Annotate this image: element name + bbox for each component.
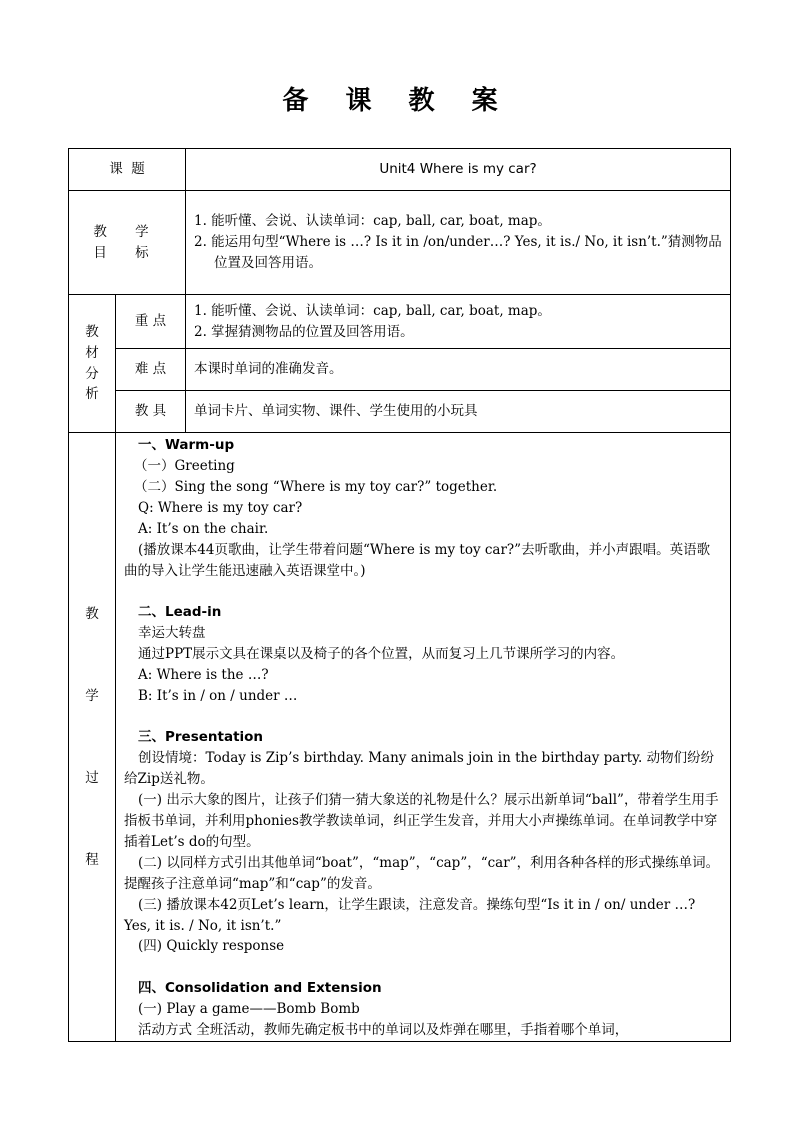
goals-label-line1: 教 学: [93, 223, 161, 240]
presentation-paragraph: 创设情境：Today is Zip’s birthday. Many animals join in the birthday party. 动物们纷纷给Zip送礼物。: [124, 750, 715, 788]
goals-content: [186, 191, 731, 295]
presentation-paragraph: (三) 播放课本42页Let’s learn，让学生跟读，注意发音。操练句型“Is it in / on/ under …? Yes, it is. / No, it isn’t.”: [124, 896, 696, 934]
presentation-paragraph: (一) 出示大象的图片，让孩子们猜一猜大象送的礼物是什么？展示出新单词“ball”，带着学生用手指板书单词，并利用phonies教学教读单词，纠正学生发音，并用大小声操练单词。在单词教学中穿插着Let’s do的句型。: [124, 792, 719, 850]
leadin-line: 通过PPT展示文具在课桌以及椅子的各个位置，从而复习上几节课所学习的内容。: [138, 645, 625, 662]
consolidation-line: 活动方式 全班活动，教师先确定板书中的单词以及炸弹在哪里，手指着哪个单词，: [138, 1021, 629, 1038]
warmup-note: (播放课本44页歌曲，让学生带着问题“Where is my toy car?”去听歌曲，并小声跟唱。英语歌曲的导入让学生能迅速融入英语课堂中。): [124, 541, 711, 579]
spacer: [124, 957, 722, 978]
leadin-line: B: It’s in / on / under …: [138, 687, 298, 704]
presentation-paragraph: (四) Quickly response: [138, 938, 285, 955]
spacer: [124, 707, 722, 728]
process-row: [69, 433, 731, 1042]
page-title: 备 课 教 案: [282, 86, 512, 116]
analysis-label-char: 材: [85, 344, 99, 361]
aids-row: [69, 391, 731, 433]
process-label-char: 程: [85, 851, 99, 868]
leadin-heading: 二、Lead-in: [138, 604, 222, 621]
key-point-item: 2. 掌握猜测物品的位置及回答用语。: [194, 323, 414, 340]
analysis-label-char: 分: [85, 365, 99, 382]
spacer: [124, 581, 722, 602]
difficulties-content: 本课时单词的准确发音。: [186, 349, 731, 391]
process-label: [69, 433, 116, 1042]
topic-row: [69, 149, 731, 191]
consolidation-heading: 四、Consolidation and Extension: [138, 979, 382, 996]
analysis-label-char: 析: [85, 386, 99, 403]
key-points-row: [69, 295, 731, 349]
key-points-content: [186, 295, 731, 349]
leadin-line: 幸运大转盘: [138, 624, 206, 641]
leadin-line: A: Where is the …?: [138, 666, 269, 683]
key-point-item: 1. 能听懂、会说、认读单词：cap, ball, car, boat, map。: [194, 302, 551, 319]
process-label-char: 过: [85, 769, 99, 786]
lesson-plan-table: [68, 148, 731, 1042]
analysis-label: [69, 295, 116, 433]
analysis-label-char: 教: [85, 323, 99, 340]
goal-item: 2. 能运用句型“Where is …? Is it in /on/under…? Yes, it is./ No, it isn’t.”猜测物品位置及回答用语。: [194, 234, 722, 271]
presentation-paragraph: (二) 以同样方式引出其他单词“boat”，“map”，“cap”，“car”，利用各种各样的形式操练单词。提醒孩子注意单词“map”和“cap”的发音。: [124, 854, 720, 892]
key-points-label: 重 点: [116, 295, 186, 349]
warmup-heading: 一、Warm-up: [138, 437, 235, 453]
goals-label: [69, 191, 186, 295]
warmup-line: Q: Where is my toy car?: [138, 499, 303, 516]
goals-label-line2: 目 标: [93, 244, 161, 261]
process-content: [116, 433, 731, 1042]
topic-value: Unit4 Where is my car?: [186, 149, 731, 191]
goals-row: [69, 191, 731, 295]
presentation-heading: 三、Presentation: [138, 729, 264, 746]
goal-item: 1. 能听懂、会说、认读单词：cap, ball, car, boat, map。: [194, 213, 551, 230]
process-label-char: 学: [85, 687, 99, 704]
warmup-line: A: It’s on the chair.: [138, 520, 269, 537]
warmup-line: （二）Sing the song “Where is my toy car?” together.: [134, 478, 498, 495]
warmup-line: （一）Greeting: [134, 457, 235, 474]
process-label-char: 教: [85, 605, 99, 622]
aids-content: 单词卡片、单词实物、课件、学生使用的小玩具: [186, 391, 731, 433]
topic-label: [69, 149, 186, 191]
difficulties-row: [69, 349, 731, 391]
topic-label-text: 课 题: [109, 161, 145, 178]
aids-label: 教 具: [116, 391, 186, 433]
consolidation-line: (一) Play a game——Bomb Bomb: [138, 1000, 360, 1017]
difficulties-label: 难 点: [116, 349, 186, 391]
